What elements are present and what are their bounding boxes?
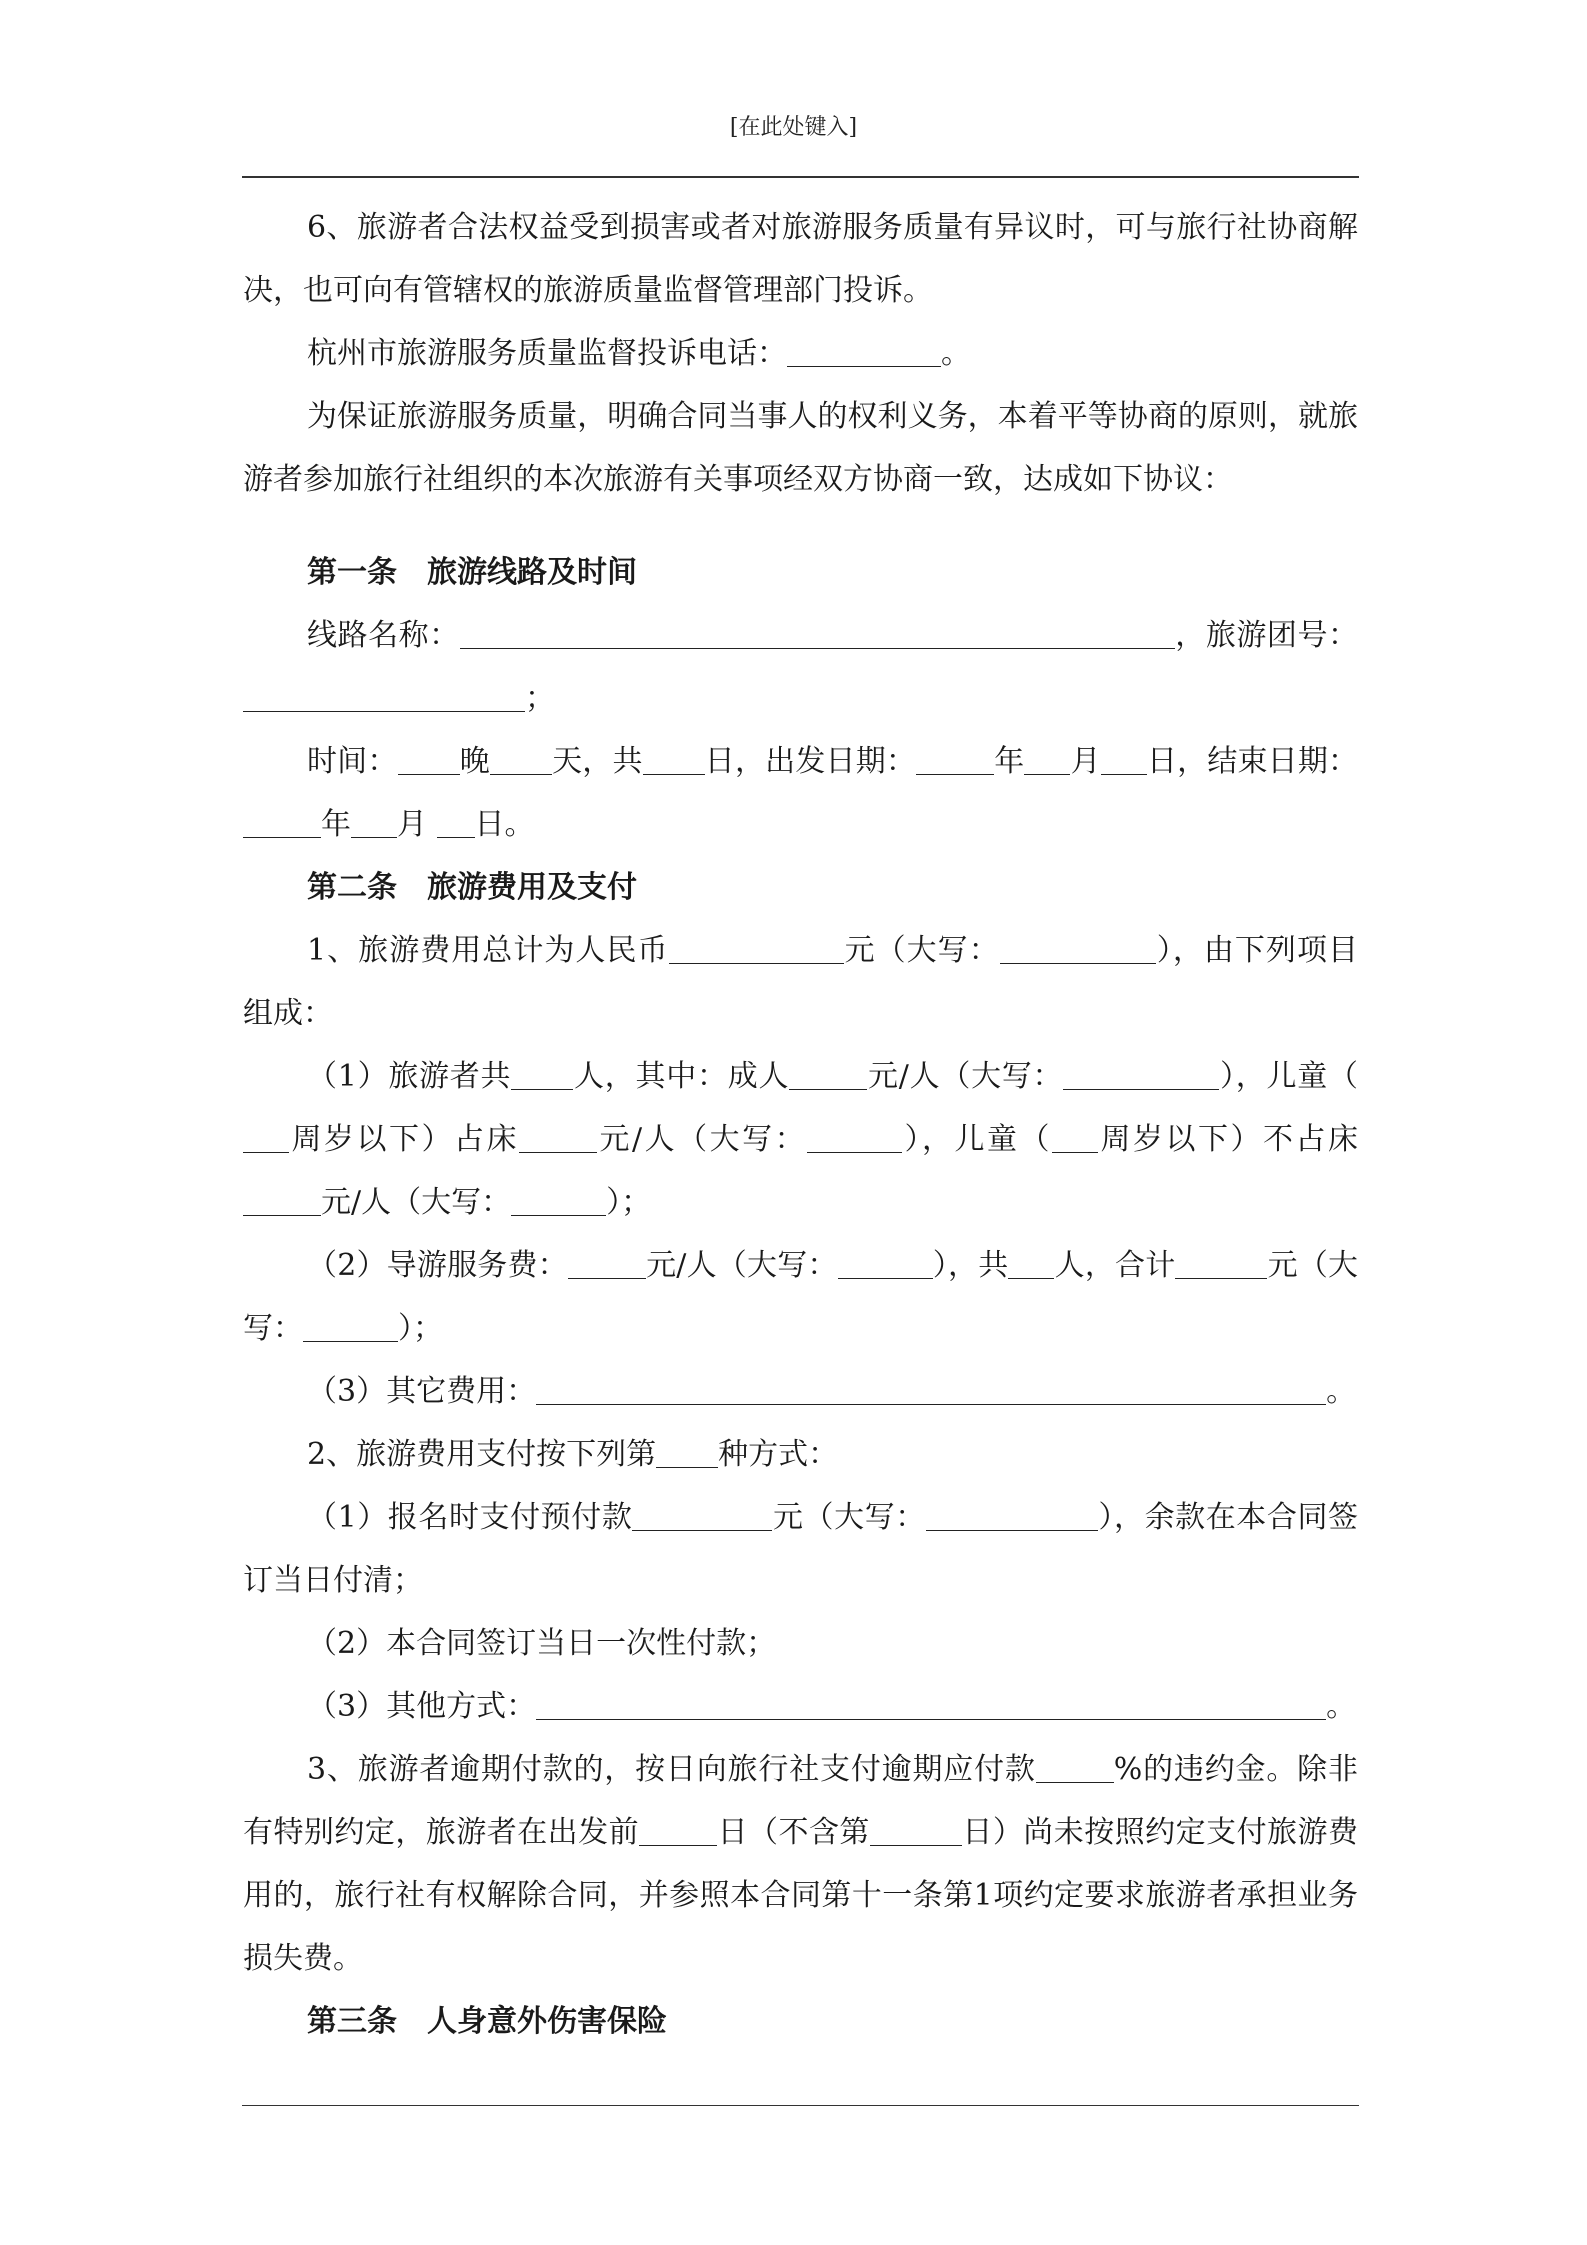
contract-body bbox=[243, 196, 1358, 2053]
fee-item-3: （3）其它费用： 。 bbox=[307, 1374, 1357, 1409]
start-day-blank bbox=[1101, 744, 1147, 775]
end-month-blank bbox=[351, 807, 397, 838]
route-name-blank bbox=[460, 618, 1175, 649]
article-1-title: 第一条 旅游线路及时间 bbox=[307, 555, 637, 590]
nights-blank bbox=[398, 744, 460, 775]
page-header: [在此处键入] bbox=[729, 115, 858, 140]
deposit-caps-blank bbox=[926, 1500, 1098, 1531]
end-year-blank bbox=[243, 807, 321, 838]
child-nobed-fee-blank bbox=[243, 1185, 321, 1216]
fee-item-2: （2）导游服务费： 元/人（大写： ），共 人，合计 元（大写： ）； bbox=[243, 1248, 1359, 1346]
fee-total-line: 1、旅游费用总计为人民币 元（大写： ），由下列项目组成： bbox=[243, 933, 1359, 1031]
article-2-title: 第二条 旅游费用及支付 bbox=[307, 870, 637, 905]
total-fee-caps-blank bbox=[1000, 933, 1156, 964]
traveler-count-blank bbox=[511, 1059, 573, 1090]
payment-method-line: 2、旅游费用支付按下列第 种方式： bbox=[307, 1437, 839, 1472]
payment-option-3: （3）其他方式： 。 bbox=[307, 1689, 1357, 1724]
day-excluded-blank bbox=[870, 1815, 962, 1846]
header-rule bbox=[242, 176, 1359, 178]
adult-fee-blank bbox=[789, 1059, 867, 1090]
guide-people-blank bbox=[1008, 1248, 1054, 1279]
route-line: 线路名称： ，旅游团号：； bbox=[243, 604, 1358, 730]
paragraph-complaint: 6、旅游者合法权益受到损害或者对旅游服务质量有异议时，可与旅行社协商解决，也可向有管辖权的旅游质量监督管理部门投诉。 bbox=[243, 210, 1358, 308]
deposit-blank bbox=[632, 1500, 772, 1531]
guide-total-caps-blank bbox=[303, 1311, 398, 1342]
footer-rule bbox=[242, 2105, 1359, 2106]
guide-fee-blank bbox=[568, 1248, 646, 1279]
days-before-blank bbox=[639, 1815, 717, 1846]
child-age-nobed-blank bbox=[1052, 1122, 1098, 1153]
total-fee-blank bbox=[669, 933, 844, 964]
days-blank bbox=[490, 744, 552, 775]
child-age-blank bbox=[243, 1122, 289, 1153]
guide-total-blank bbox=[1175, 1248, 1267, 1279]
adult-fee-caps-blank bbox=[1063, 1059, 1219, 1090]
total-days-blank bbox=[643, 744, 705, 775]
start-month-blank bbox=[1024, 744, 1070, 775]
penalty-rate-blank bbox=[1036, 1752, 1114, 1783]
fee-item-1: （1）旅游者共 人，其中：成人 元/人（大写： ），儿童（周岁以下）占床 元/人（大写： ），儿童（ 周岁以下）不占床元/人（大写： ）； bbox=[243, 1045, 1358, 1234]
end-day-blank bbox=[437, 807, 475, 838]
other-method-blank bbox=[536, 1689, 1326, 1720]
phone-blank bbox=[787, 336, 941, 367]
time-line: 时间： 晚 天，共 日，出发日期： 年 月 日，结束日期：年 月 日。 bbox=[243, 730, 1358, 856]
other-fees-blank bbox=[536, 1374, 1326, 1405]
article-3-title: 第三条 人身意外伤害保险 bbox=[307, 2004, 667, 2039]
guide-fee-caps-blank bbox=[838, 1248, 933, 1279]
paragraph-preamble: 为保证旅游服务质量，明确合同当事人的权利义务，本着平等协商的原则，就旅游者参加旅行社组织的本次旅游有关事项经双方协商一致，达成如下协议： bbox=[243, 399, 1358, 497]
payment-option-blank bbox=[656, 1437, 718, 1468]
child-bed-fee-blank bbox=[519, 1122, 597, 1153]
payment-option-2: （2）本合同签订当日一次性付款； bbox=[307, 1626, 777, 1661]
paragraph-complaint-phone: 杭州市旅游服务质量监督投诉电话： 。 bbox=[307, 336, 971, 371]
group-number-blank bbox=[243, 681, 525, 712]
late-payment-clause: 3、旅游者逾期付款的，按日向旅行社支付逾期应付款 %的违约金。除非有特别约定，旅游者在出发前 日（不含第 日）尚未按照约定支付旅游费用的，旅行社有权解除合同，并参照本合同第十一条第1项约定要求旅游者承担业务损失费。 bbox=[243, 1752, 1358, 1976]
child-nobed-fee-caps-blank bbox=[511, 1185, 606, 1216]
child-bed-fee-caps-blank bbox=[807, 1122, 902, 1153]
start-year-blank bbox=[916, 744, 994, 775]
section-gap bbox=[243, 511, 1358, 541]
payment-option-1: （1）报名时支付预付款 元（大写： ），余款在本合同签订当日付清； bbox=[243, 1500, 1359, 1598]
